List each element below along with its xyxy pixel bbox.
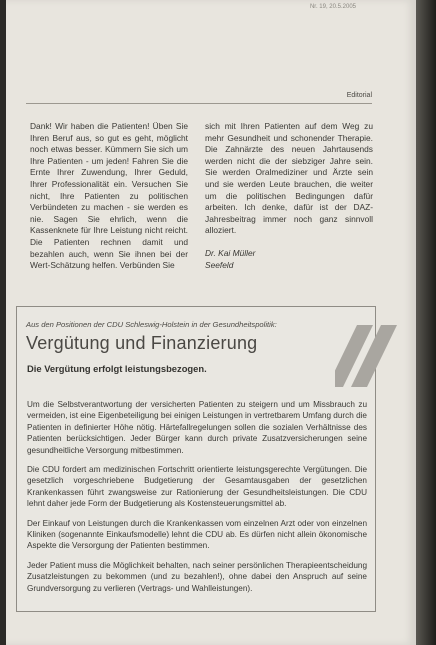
box-body <box>27 399 367 602</box>
editorial-signature <box>205 248 255 271</box>
box-headline: Vergütung und Finanzierung <box>26 333 258 353</box>
page-edge-shadow <box>416 0 436 645</box>
box-paragraph: Um die Selbstverantwortung der versicherten Patienten zu steigern und um Missbrauch zu vermeiden, ist eine Eigenbeteiligung bei einigen Leistungen in vertretbarem Umfang durch die Patienten in definierter Höhe nötig. Härtefallregelungen sollen die sozialen Verhältnisse des Patienten berücksichtigen. Jeder Bürger kann durch private Zusatzversicherungen seine gesundheitliche Versorgung mitbestimmen. <box>27 400 367 455</box>
signature-place: Seefeld <box>205 259 234 270</box>
editorial-left-column: Dank! Wir haben die Patienten! Üben Sie Ihren Beruf aus, so gut es geht, möglicht noch etwas besser. Kümmern Sie sich um Ihre Patienten - um jeden! Fahren Sie die Ernte Ihrer Zuwendung, Ihrer Geduld, Ihrer Professionalität ein. Versuchen Sie nicht, Ihre Patienten zu politischen Verbündeten zu machen - sie werden es nie. Sagen Sie ehrlich, wenn die Kassenknete für Ihre Leistung nicht reicht. Die Patienten rechnen damit und bezahlen auch, wenn Sie ihnen bei der Wert-Schätzung helfen. Verbünden Sie <box>30 121 188 271</box>
box-paragraph: Der Einkauf von Leistungen durch die Krankenkassen vom einzelnen Arzt oder von einzelnen Kliniken (sogenannte Einkaufsmodelle) lehnt die CDU ab. Es dürfen nicht allein ökonomische Aspekte die Versorgung der Patienten bestimmen. <box>27 518 367 551</box>
magazine-page <box>6 0 416 645</box>
box-subhead: Die Vergütung erfolgt leistungsbezogen. <box>27 363 207 374</box>
signature-name: Dr. Kai Müller <box>205 248 256 258</box>
header-rule <box>26 103 372 104</box>
box-paragraph: Die CDU fordert am medizinischen Fortschritt orientierte leistungsgerechte Vergütungen. Die gesetzlich vorgeschriebene Budgetierung der Gesamtausgaben der gesetzlichen Krankenkassen führt zwangsweise zur Rationierung der Gesundheitsleistungen. Die CDU lehnt daher jede Form der Budgetierung als Kostensteuerungsmittel ab. <box>27 465 367 509</box>
cdu-position-box <box>16 306 376 612</box>
box-kicker: Aus den Positionen der CDU Schleswig-Holstein in der Gesundheitspolitik: <box>26 320 277 329</box>
section-label: Editorial <box>346 92 372 99</box>
diagonal-stripes-graphic <box>335 325 405 387</box>
editorial-right-column: sich mit Ihren Patienten auf dem Weg zu mehr Gesundheit und schonender Therapie. Die Zahnärzte des neuen Jahrtausends werden nicht die der siebziger Jahre sein. Sie werden Oralmediziner und Ärzte sein und sie werden Leute brauchen, die weiter um die politischen Bedingungen dafür arbeiten. Ich denke, dafür ist der DAZ-Jahresbeitrag immer noch ganz sinnvoll alloziert. <box>205 121 373 236</box>
box-paragraph: Jeder Patient muss die Möglichkeit behalten, nach seiner persönlichen Therapieentscheidung Zusatzleistungen zu bekommen (und zu bezahlen!), ohne dabei den Anspruch auf seine Grundversorgung zu verlieren (Vertrags- und Wahlleistungen). <box>27 560 367 593</box>
issue-date: Nr. 19, 20.5.2005 <box>309 4 356 10</box>
